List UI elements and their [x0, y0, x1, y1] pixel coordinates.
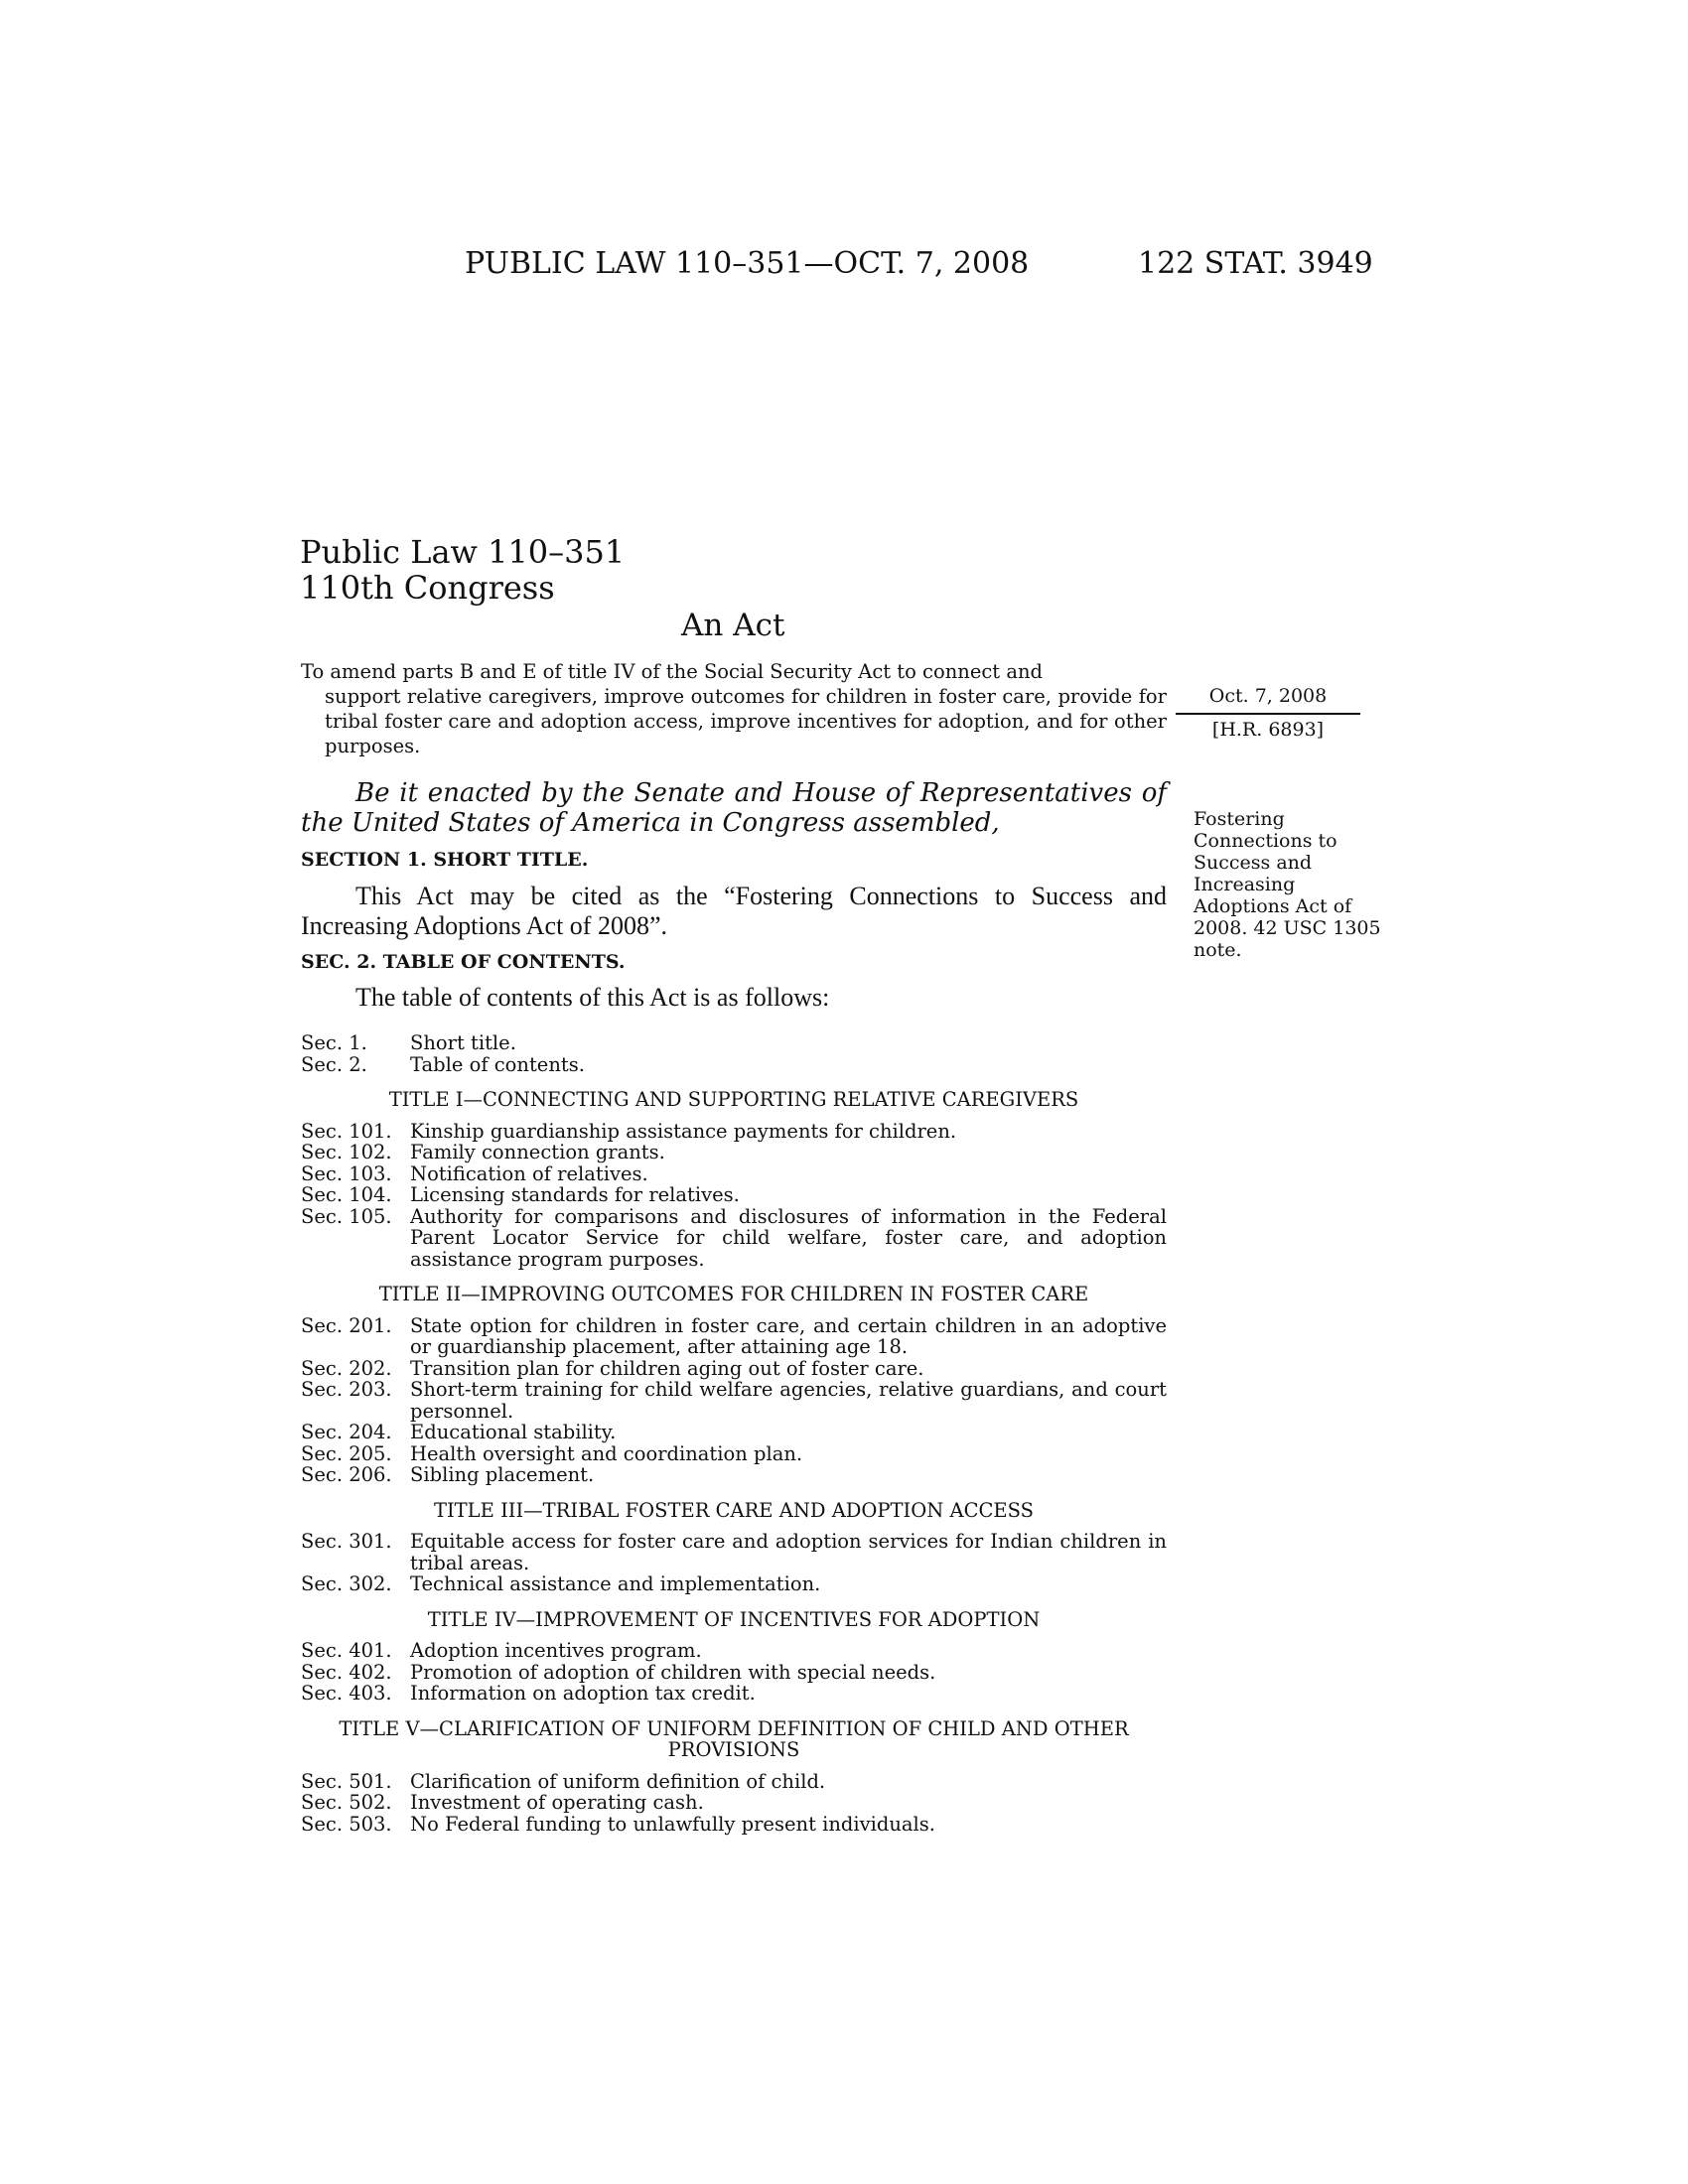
toc-entry — [301, 1814, 1167, 1836]
toc-entry-number: Sec. 204. — [301, 1421, 392, 1443]
margin-note-short-title: Fostering Connections to Success and Increasing Adoptions Act of 2008. 42 USC 1305 note. — [1194, 808, 1381, 961]
toc-entry — [301, 1792, 1167, 1814]
toc-title-heading: TITLE I—CONNECTING AND SUPPORTING RELATIVE CAREGIVERS — [388, 1088, 1079, 1111]
congress-number: 110th Congress — [300, 569, 555, 607]
section-1-text — [301, 882, 1167, 941]
toc-entry-text: Information on adoption tax credit. — [410, 1682, 756, 1705]
section-2-body: The table of contents of this Act is as follows: — [355, 983, 830, 1012]
toc-entry-number: Sec. 502. — [301, 1791, 392, 1814]
toc-entry — [301, 1443, 1167, 1465]
enacting-clause — [301, 778, 1167, 838]
toc-entry-text: State option for children in foster care, and certain children in an adoptive or guardianship placement, after attaining age 18. — [410, 1313, 1167, 1358]
toc-entry-number: Sec. 501. — [301, 1769, 392, 1793]
toc-entry — [301, 1315, 1167, 1358]
toc-entry-number: Sec. 102. — [301, 1141, 392, 1163]
toc-entry-text: Educational stability. — [410, 1421, 617, 1443]
margin-date-block — [1176, 685, 1360, 741]
toc-entry-number: Sec. 301. — [301, 1530, 392, 1553]
toc-entry-text: Transition plan for children aging out of foster care. — [410, 1356, 924, 1380]
toc-entry-text: Equitable access for foster care and adoption services for Indian children in tribal areas. — [410, 1530, 1167, 1574]
toc-entry-text: Technical assistance and implementation. — [410, 1572, 821, 1595]
toc-entry-text: Investment of operating cash. — [410, 1791, 704, 1814]
toc-entry-number: Sec. 205. — [301, 1441, 392, 1465]
toc-entry-number: Sec. 401. — [301, 1639, 392, 1662]
margin-date: Oct. 7, 2008 — [1176, 685, 1360, 715]
table-of-contents — [301, 1032, 1167, 1835]
toc-entry — [301, 1121, 1167, 1143]
toc-entry — [301, 1662, 1167, 1684]
toc-entry — [301, 1142, 1167, 1163]
toc-entry — [301, 1163, 1167, 1185]
toc-entry-number: Sec. 503. — [301, 1812, 392, 1836]
law-heading — [300, 534, 625, 606]
toc-entry — [301, 1683, 1167, 1705]
toc-entry — [301, 1531, 1167, 1573]
toc-entry-text: Table of contents. — [410, 1052, 585, 1076]
toc-title-heading: TITLE IV—IMPROVEMENT OF INCENTIVES FOR ADOPTION — [427, 1607, 1041, 1631]
toc-entry-text: Health oversight and coordination plan. — [410, 1441, 803, 1465]
running-header-law: PUBLIC LAW 110–351—OCT. 7, 2008 — [465, 246, 1030, 281]
toc-entry-number: Sec. 201. — [301, 1313, 392, 1337]
toc-entry-number: Sec. 101. — [301, 1119, 392, 1143]
toc-entry-number: Sec. 402. — [301, 1660, 392, 1684]
section-1-heading: SECTION 1. SHORT TITLE. — [301, 849, 589, 871]
toc-entry-text: Authority for comparisons and disclosures of information in the Federal Parent Locator Service for child welfare, foster care, and adoption assistance program purposes. — [410, 1204, 1167, 1271]
toc-entry-text: Kinship guardianship assistance payments for children. — [410, 1119, 957, 1143]
section-1-body: This Act may be cited as the “Fostering Connections to Success and Increasing Adoptions Act of 2008”. — [301, 882, 1167, 940]
act-title: An Act — [681, 608, 785, 643]
toc-entry-number: Sec. 1. — [301, 1031, 367, 1054]
toc-entry — [301, 1032, 1167, 1054]
toc-title-heading: TITLE II—IMPROVING OUTCOMES FOR CHILDREN IN FOSTER CARE — [378, 1283, 1089, 1305]
running-header-stat: 122 STAT. 3949 — [1138, 246, 1373, 281]
toc-entry — [301, 1422, 1167, 1443]
law-number: Public Law 110–351 — [300, 533, 626, 571]
toc-entry — [301, 1184, 1167, 1206]
act-purpose — [301, 659, 1167, 758]
toc-entry-number: Sec. 2. — [301, 1052, 367, 1076]
toc-entry-text: Adoption incentives program. — [410, 1639, 702, 1662]
toc-entry-number: Sec. 403. — [301, 1682, 392, 1705]
toc-entry — [301, 1771, 1167, 1793]
toc-entry-number: Sec. 206. — [301, 1463, 392, 1486]
toc-entry-number: Sec. 302. — [301, 1572, 392, 1595]
toc-entry — [301, 1464, 1167, 1486]
toc-entry — [301, 1640, 1167, 1662]
toc-entry-text: Short title. — [410, 1031, 516, 1054]
toc-entry — [301, 1206, 1167, 1271]
toc-entry-text: Short-term training for child welfare agencies, relative guardians, and court personnel. — [410, 1378, 1167, 1423]
toc-entry-text: Promotion of adoption of children with special needs. — [410, 1660, 936, 1684]
margin-bill-number: [H.R. 6893] — [1211, 719, 1325, 741]
toc-entry-text: Family connection grants. — [410, 1141, 665, 1163]
toc-entry-text: No Federal funding to unlawfully present individuals. — [410, 1812, 935, 1836]
section-2-text — [301, 983, 1167, 1013]
purpose-first-line: To amend parts B and E of title IV of the Social Security Act to connect and — [301, 660, 1043, 683]
toc-entry-number: Sec. 202. — [301, 1356, 392, 1380]
toc-entry-text: Licensing standards for relatives. — [410, 1183, 740, 1206]
toc-entry-text: Notification of relatives. — [410, 1161, 648, 1185]
toc-title-heading: TITLE V—CLARIFICATION OF UNIFORM DEFINITION OF CHILD AND OTHER PROVISIONS — [339, 1716, 1129, 1761]
toc-entry-number: Sec. 203. — [301, 1378, 392, 1401]
toc-entry — [301, 1054, 1167, 1076]
purpose-continuation: support relative caregivers, improve outcomes for children in foster care, provide for tribal foster care and adoption access, improve incentives for adoption, and for other purposes. — [325, 685, 1167, 757]
toc-entry-number: Sec. 103. — [301, 1161, 392, 1185]
toc-entry-number: Sec. 104. — [301, 1183, 392, 1206]
enacting-text: Be it enacted by the Senate and House of Representatives of the United States of America in Congress assembled, — [301, 778, 1167, 838]
toc-entry-text: Clarification of uniform definition of child. — [410, 1769, 826, 1793]
toc-entry-text: Sibling placement. — [410, 1463, 595, 1486]
toc-entry-number: Sec. 105. — [301, 1204, 392, 1228]
toc-title-heading: TITLE III—TRIBAL FOSTER CARE AND ADOPTION ACCESS — [433, 1498, 1035, 1522]
toc-entry — [301, 1379, 1167, 1422]
toc-entry — [301, 1358, 1167, 1380]
toc-entry — [301, 1573, 1167, 1595]
section-2-heading: SEC. 2. TABLE OF CONTENTS. — [301, 951, 626, 973]
